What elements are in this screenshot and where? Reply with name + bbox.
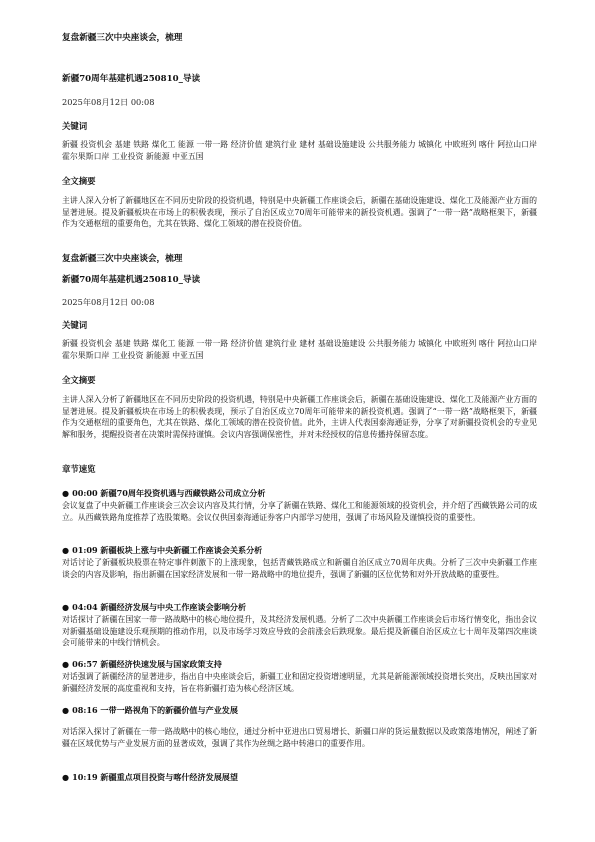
chapters-heading: 章节速览 xyxy=(62,464,96,474)
chapter-title: ● 00:00 新疆70周年投资机遇与西藏铁路公司成立分析 xyxy=(62,488,266,498)
chapter-title: ● 04:04 新疆经济发展与中央工作座谈会影响分析 xyxy=(62,602,247,612)
doc-title-line-1: 复盘新疆三次中央座谈会，梳理 xyxy=(62,33,183,43)
doc-date: 2025年08月12日 00:08 xyxy=(62,297,155,307)
keywords-text: 新疆 投资机会 基建 铁路 煤化工 能源 一带一路 经济价值 建筑行业 建材 基础设施建设 公共服务能力 城镇化 中欧班列 喀什 阿拉山口岸 霍尔果斯口岸 工业投资 新能源 中亚五国 xyxy=(62,140,537,161)
doc-title-line-2: 新疆70周年基建机遇250810_导读 xyxy=(62,74,201,84)
chapter-body: 对话强调了新疆经济的显著进步，指出自中央座谈会后，新疆工业和固定投资增速明显，尤其是新能源领域投资增长突出，反映出国家对新疆经济发展的高度重视和支持，旨在将新疆打造为核心经济区域。 xyxy=(62,672,537,693)
summary-heading: 全文摘要 xyxy=(62,375,96,385)
bullet-icon: ● xyxy=(62,659,70,669)
summary-heading: 全文摘要 xyxy=(62,176,96,186)
bullet-icon: ● xyxy=(62,488,70,498)
keywords-heading: 关键词 xyxy=(62,121,88,131)
doc-date: 2025年08月12日 00:08 xyxy=(62,97,155,107)
chapter-body: 会议复盘了中央新疆工作座谈会三次会议内容及其行情，分享了新疆在铁路、煤化工和能源领域的投资机会，并介绍了西藏铁路公司的成立。从西藏铁路角度推荐了选股策略。会议仅供国泰海通证券客户内部学习使用，强调了市场风险及谨慎投资的重要性。 xyxy=(62,501,537,522)
chapter-body: 对话探讨了新疆在国家一带一路战略中的核心地位提升，及其经济发展机遇。分析了二次中央新疆工作座谈会后市场行情变化，指出会议对新疆基础设施建设乐观预期的推动作用，以及市场学习效应导致的会前涨会后跌现象。最后提及新疆自治区成立七十周年及第四次座谈会可能带来的中线行情机会。 xyxy=(62,615,537,648)
summary-text: 主讲人深入分析了新疆地区在不同历史阶段的投资机遇，特别是中央新疆工作座谈会后，新疆在基础设施建设、煤化工及能源产业方面的显著进展。提及新疆板块在市场上的积极表现，预示了自治区成立70周年可能带来的新投资机遇。强调了“一带一路”战略框架下，新疆作为交通枢纽的重要角色，尤其在铁路、煤化工领域的潜在投资价值。此外，主讲人代表国泰海通证券，分享了对新疆投资机会的专业见解和服务，提醒投资者在决策时需保持谨慎。会议内容强调保密性，并对未经授权的信息传播持保留态度。 xyxy=(62,395,537,439)
chapter-body: 对话讨论了新疆板块股票在特定事件刺激下的上涨现象，包括青藏铁路成立和新疆自治区成立70周年庆典。分析了三次中央新疆工作座谈会的内容及影响，指出新疆在国家经济发展和一带一路战略中的地位提升，强调了新疆的区位优势和对外开放战略的重要性。 xyxy=(62,558,537,579)
doc-title-line-1: 复盘新疆三次中央座谈会，梳理 xyxy=(62,254,183,264)
doc-title-line-2: 新疆70周年基建机遇250810_导读 xyxy=(62,275,201,285)
bullet-icon: ● xyxy=(62,545,70,555)
bullet-icon: ● xyxy=(62,772,70,782)
summary-text: 主讲人深入分析了新疆地区在不同历史阶段的投资机遇，特别是中央新疆工作座谈会后，新疆在基础设施建设、煤化工及能源产业方面的显著进展。提及新疆板块在市场上的积极表现，预示了自治区成立70周年可能带来的新投资机遇。强调了“一带一路”战略框架下，新疆作为交通枢纽的重要角色，尤其在铁路、煤化工领域的潜在投资价值。 xyxy=(62,196,537,229)
chapter-body: 对话深入探讨了新疆在一带一路战略中的核心地位，通过分析中亚进出口贸易增长、新疆口岸的货运量数据以及政策落地情况，阐述了新疆在区域优势与产业发展方面的显著成效，强调了其作为丝绸之路中转港口的重要作用。 xyxy=(62,727,537,748)
chapter-title: ● 06:57 新疆经济快速发展与国家政策支持 xyxy=(62,659,222,669)
bullet-icon: ● xyxy=(62,705,70,715)
chapter-title: ● 08:16 一带一路视角下的新疆价值与产业发展 xyxy=(62,705,238,715)
chapter-title: ● 01:09 新疆板块上涨与中央新疆工作座谈会关系分析 xyxy=(62,545,263,555)
keywords-text: 新疆 投资机会 基建 铁路 煤化工 能源 一带一路 经济价值 建筑行业 建材 基础设施建设 公共服务能力 城镇化 中欧班列 喀什 阿拉山口岸 霍尔果斯口岸 工业投资 新能源 中亚五国 xyxy=(62,339,537,360)
bullet-icon: ● xyxy=(62,602,70,612)
chapter-title: ● 10:19 新疆重点项目投资与喀什经济发展展望 xyxy=(62,772,238,782)
keywords-heading: 关键词 xyxy=(62,320,88,330)
